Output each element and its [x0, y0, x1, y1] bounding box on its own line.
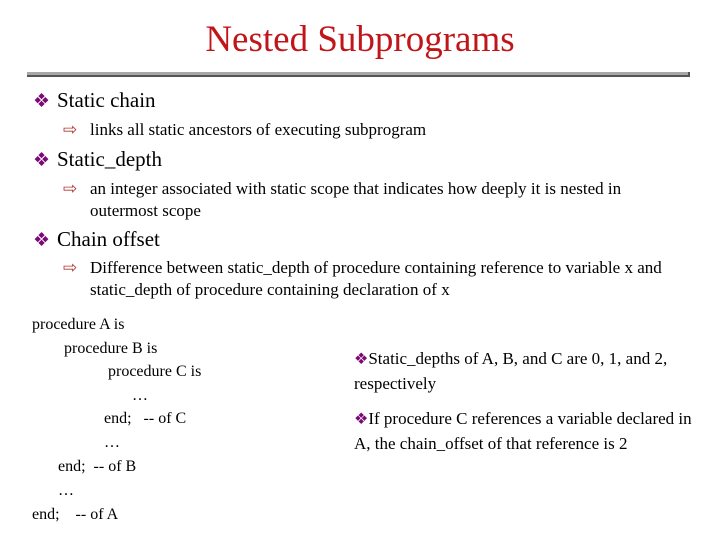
bullet-text: Static_depth [57, 147, 162, 171]
diamond-bullet-icon: ❖ [354, 411, 369, 428]
slide-title: Nested Subprograms [205, 19, 515, 60]
bullet-static-depth [33, 147, 162, 173]
code-line: procedure B is [64, 340, 158, 357]
title-divider [27, 72, 690, 77]
subbullet-static-depth [63, 178, 663, 222]
arrow-bullet-icon: ⇨ [63, 120, 78, 139]
code-line: end; -- of A [32, 506, 119, 523]
bullet-chain-offset [33, 227, 160, 253]
diamond-bullet-icon: ❖ [33, 150, 51, 171]
arrow-bullet-icon: ⇨ [63, 258, 78, 277]
diamond-bullet-icon: ❖ [33, 91, 51, 112]
code-line: procedure A is [32, 316, 125, 333]
subbullet-text: an integer associated with static scope that indicates how deeply it is nested in outermost scope [90, 179, 622, 220]
arrow-bullet-icon: ⇨ [63, 179, 78, 198]
bullet-text: Chain offset [57, 227, 160, 251]
subbullet-text: links all static ancestors of executing subprogram [90, 120, 427, 139]
code-line: … [132, 387, 148, 404]
subbullet-static-chain [63, 119, 663, 141]
diamond-bullet-icon: ❖ [354, 351, 369, 368]
bullet-static-chain [33, 88, 156, 114]
code-line: end; -- of B [58, 458, 137, 475]
code-line: procedure C is [108, 363, 202, 380]
code-line: … [58, 482, 74, 499]
note-static-depths [354, 347, 694, 396]
bullet-text: Static chain [57, 88, 156, 112]
diamond-bullet-icon: ❖ [33, 230, 51, 251]
subbullet-text: Difference between static_depth of procedure containing reference to variable x and static_depth of procedure containing declaration of x [90, 258, 662, 299]
code-line: … [104, 434, 120, 451]
note-text: If procedure C references a variable declared in A, the chain_offset of that reference is 2 [354, 409, 692, 453]
code-line: end; -- of C [104, 410, 187, 427]
note-text: Static_depths of A, B, and C are 0, 1, and 2, respectively [354, 349, 668, 393]
note-chain-offset-example [354, 407, 694, 456]
subbullet-chain-offset [63, 257, 663, 301]
